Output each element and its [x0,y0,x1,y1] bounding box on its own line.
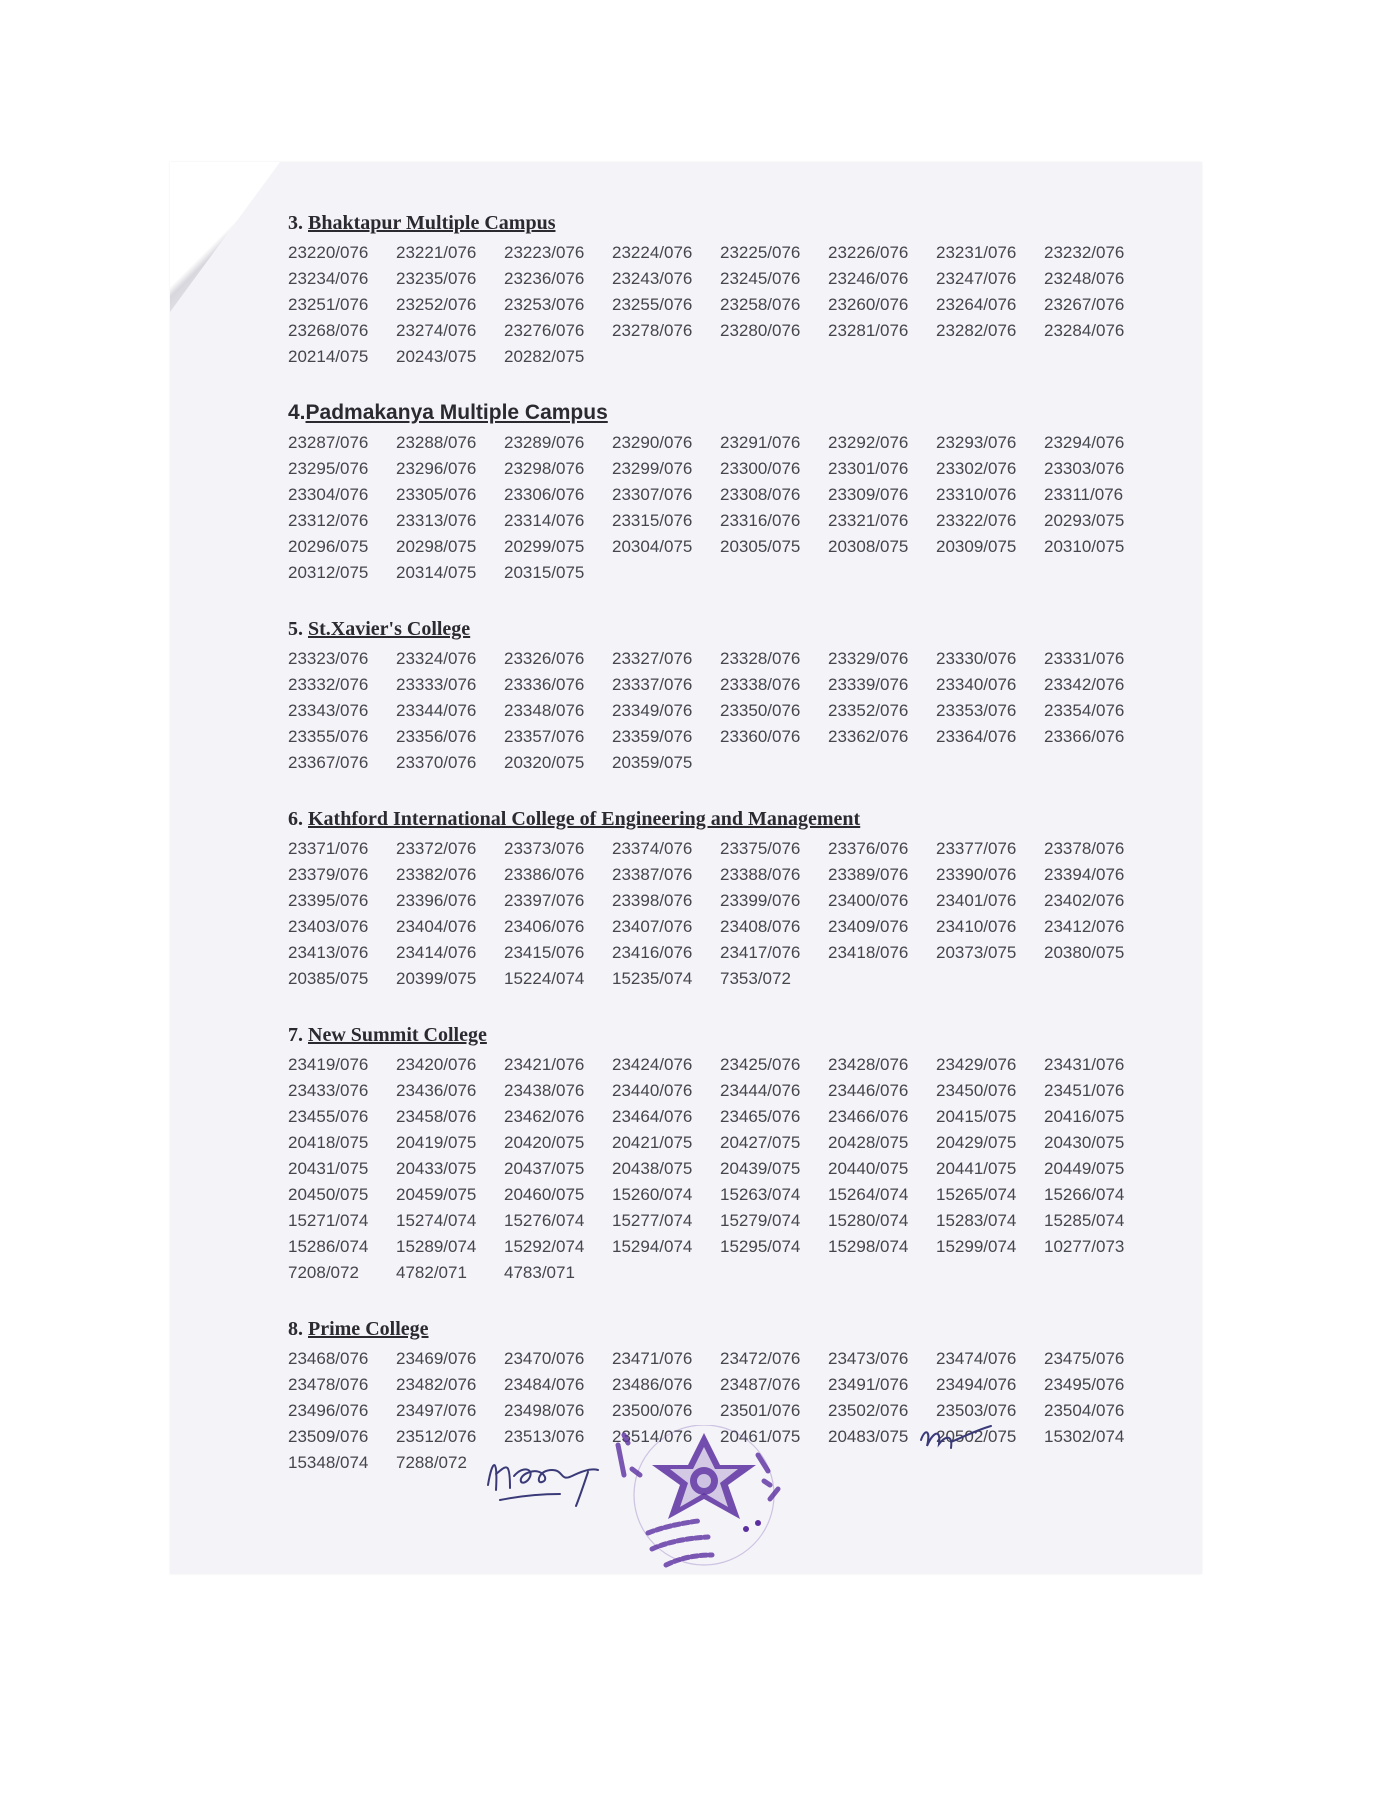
registration-number: 23440/076 [612,1081,693,1100]
registration-number: 20483/075 [828,1427,909,1446]
registration-number: 23375/076 [720,839,801,858]
registration-number: 20310/075 [1044,537,1125,556]
registration-number: 23419/076 [288,1055,369,1074]
registration-number: 23337/076 [612,675,693,694]
registration-number: 23348/076 [504,701,585,720]
registration-number: 23444/076 [720,1081,801,1100]
registration-number: 15298/074 [828,1237,909,1256]
registration-number: 7288/072 [396,1453,467,1472]
registration-number: 23247/076 [936,269,1017,288]
registration-number: 23433/076 [288,1081,369,1100]
section-heading [288,806,1168,832]
registration-number: 23424/076 [612,1055,693,1074]
registration-number: 23491/076 [828,1375,909,1394]
registration-number: 23370/076 [396,753,477,772]
registration-number: 23450/076 [936,1081,1017,1100]
registration-number: 15274/074 [396,1211,477,1230]
registration-number: 23504/076 [1044,1401,1125,1420]
registration-number: 20298/075 [396,537,477,556]
registration-number: 23276/076 [504,321,585,340]
registration-number: 23390/076 [936,865,1017,884]
registration-number: 23305/076 [396,485,477,504]
registration-number: 23396/076 [396,891,477,910]
registration-number: 23395/076 [288,891,369,910]
signature-left [480,1440,620,1510]
registration-number: 15266/074 [1044,1185,1125,1204]
registration-number: 20433/075 [396,1159,477,1178]
signature-right [915,1418,995,1463]
registration-number: 23331/076 [1044,649,1125,668]
registration-number: 23359/076 [612,727,693,746]
registration-number: 23336/076 [504,675,585,694]
registration-number: 23267/076 [1044,295,1125,314]
registration-number-grid [288,646,1168,776]
registration-number: 23417/076 [720,943,801,962]
registration-number: 23282/076 [936,321,1017,340]
college-section [288,1022,1168,1286]
registration-number: 23224/076 [612,243,693,262]
registration-number: 23295/076 [288,459,369,478]
registration-number: 23403/076 [288,917,369,936]
registration-number: 23406/076 [504,917,585,936]
registration-number: 23497/076 [396,1401,477,1420]
registration-number: 23231/076 [936,243,1017,262]
registration-number: 23397/076 [504,891,585,910]
registration-number: 23333/076 [396,675,477,694]
registration-number: 23223/076 [504,243,585,262]
registration-number: 20427/075 [720,1133,801,1152]
registration-number: 23293/076 [936,433,1017,452]
registration-number: 23372/076 [396,839,477,858]
registration-number: 23415/076 [504,943,585,962]
registration-number: 23232/076 [1044,243,1125,262]
registration-number: 20441/075 [936,1159,1017,1178]
registration-number: 20418/075 [288,1133,369,1152]
registration-number: 20309/075 [936,537,1017,556]
registration-number: 15294/074 [612,1237,693,1256]
registration-number: 23408/076 [720,917,801,936]
registration-number: 23342/076 [1044,675,1125,694]
section-number: 6. [288,808,303,830]
registration-number: 20304/075 [612,537,693,556]
registration-number: 23455/076 [288,1107,369,1126]
registration-number: 23356/076 [396,727,477,746]
registration-number: 23268/076 [288,321,369,340]
registration-number: 20359/075 [612,753,693,772]
section-heading [288,1022,1168,1048]
registration-number: 20282/075 [504,347,585,366]
registration-number: 23468/076 [288,1349,369,1368]
registration-number: 23400/076 [828,891,909,910]
registration-number: 23327/076 [612,649,693,668]
registration-number: 23253/076 [504,295,585,314]
registration-number: 23512/076 [396,1427,477,1446]
registration-number: 23373/076 [504,839,585,858]
registration-number: 20440/075 [828,1159,909,1178]
registration-number: 23246/076 [828,269,909,288]
section-number: 7. [288,1024,303,1046]
registration-number: 23329/076 [828,649,909,668]
registration-number: 23324/076 [396,649,477,668]
registration-number: 20399/075 [396,969,477,988]
registration-number: 23421/076 [504,1055,585,1074]
registration-number: 23502/076 [828,1401,909,1420]
registration-number: 23344/076 [396,701,477,720]
registration-number: 23234/076 [288,269,369,288]
registration-number: 15302/074 [1044,1427,1125,1446]
registration-number: 20385/075 [288,969,369,988]
registration-number: 23236/076 [504,269,585,288]
registration-number: 23413/076 [288,943,369,962]
section-heading [288,1316,1168,1342]
registration-number: 23281/076 [828,321,909,340]
section-heading [288,210,1168,236]
registration-number: 15285/074 [1044,1211,1125,1230]
registration-number: 23420/076 [396,1055,477,1074]
registration-number: 23291/076 [720,433,801,452]
registration-number: 20314/075 [396,563,477,582]
registration-number: 23410/076 [936,917,1017,936]
college-name: Prime College [308,1318,429,1340]
section-number: 4. [288,401,306,424]
registration-number: 23287/076 [288,433,369,452]
section-heading [288,616,1168,642]
registration-number: 23339/076 [828,675,909,694]
registration-number: 20214/075 [288,347,369,366]
registration-number-grid [288,836,1168,992]
registration-number: 23388/076 [720,865,801,884]
registration-number: 23418/076 [828,943,909,962]
registration-number: 23379/076 [288,865,369,884]
registration-number: 23326/076 [504,649,585,668]
registration-number: 15348/074 [288,1453,369,1472]
registration-number: 15271/074 [288,1211,369,1230]
registration-number: 23466/076 [828,1107,909,1126]
registration-number: 23487/076 [720,1375,801,1394]
registration-number: 23312/076 [288,511,369,530]
registration-number: 7208/072 [288,1263,359,1282]
registration-number: 23470/076 [504,1349,585,1368]
registration-number: 23429/076 [936,1055,1017,1074]
registration-number: 23355/076 [288,727,369,746]
registration-number: 20312/075 [288,563,369,582]
registration-number: 23299/076 [612,459,693,478]
registration-number: 15276/074 [504,1211,585,1230]
registration-number: 23387/076 [612,865,693,884]
registration-number: 23500/076 [612,1401,693,1420]
registration-number: 23407/076 [612,917,693,936]
registration-number: 15292/074 [504,1237,585,1256]
registration-number: 23402/076 [1044,891,1125,910]
section-number: 3. [288,212,303,234]
registration-number: 4782/071 [396,1263,467,1282]
registration-number: 23382/076 [396,865,477,884]
registration-number: 23428/076 [828,1055,909,1074]
registration-number: 7353/072 [720,969,791,988]
registration-number: 23278/076 [612,321,693,340]
registration-number: 23503/076 [936,1401,1017,1420]
registration-number: 23300/076 [720,459,801,478]
registration-number: 23484/076 [504,1375,585,1394]
registration-number: 23301/076 [828,459,909,478]
registration-number: 23352/076 [828,701,909,720]
registration-number: 20315/075 [504,563,585,582]
registration-number: 23225/076 [720,243,801,262]
section-heading [288,400,1168,426]
registration-number: 23328/076 [720,649,801,668]
registration-number: 15289/074 [396,1237,477,1256]
registration-number: 23401/076 [936,891,1017,910]
registration-number: 23274/076 [396,321,477,340]
registration-number: 20428/075 [828,1133,909,1152]
college-name: Kathford International College of Engineering and Management [308,808,861,830]
registration-number-grid [288,430,1168,586]
registration-number: 20420/075 [504,1133,585,1152]
registration-number: 20299/075 [504,537,585,556]
registration-number: 23416/076 [612,943,693,962]
registration-number: 23458/076 [396,1107,477,1126]
registration-number: 20429/075 [936,1133,1017,1152]
registration-number: 23446/076 [828,1081,909,1100]
registration-number: 23364/076 [936,727,1017,746]
registration-number: 23376/076 [828,839,909,858]
registration-number: 23258/076 [720,295,801,314]
registration-number: 23475/076 [1044,1349,1125,1368]
registration-number: 15299/074 [936,1237,1017,1256]
registration-number: 23469/076 [396,1349,477,1368]
registration-number: 10277/073 [1044,1237,1125,1256]
registration-number: 23294/076 [1044,433,1125,452]
registration-number: 23226/076 [828,243,909,262]
registration-number: 23357/076 [504,727,585,746]
registration-number: 23378/076 [1044,839,1125,858]
registration-number: 23501/076 [720,1401,801,1420]
registration-number-grid [288,240,1168,370]
registration-number: 23367/076 [288,753,369,772]
registration-number: 23323/076 [288,649,369,668]
registration-number: 23513/076 [504,1427,585,1446]
registration-list [288,210,1168,1506]
college-name: New Summit College [308,1024,487,1046]
registration-number: 23290/076 [612,433,693,452]
registration-number: 23288/076 [396,433,477,452]
college-name: Bhaktapur Multiple Campus [308,212,556,234]
registration-number: 15263/074 [720,1185,801,1204]
registration-number: 23398/076 [612,891,693,910]
registration-number: 20243/075 [396,347,477,366]
registration-number: 23412/076 [1044,917,1125,936]
registration-number: 20380/075 [1044,943,1125,962]
registration-number: 20450/075 [288,1185,369,1204]
registration-number: 23472/076 [720,1349,801,1368]
registration-number: 23292/076 [828,433,909,452]
registration-number: 23251/076 [288,295,369,314]
registration-number: 20438/075 [612,1159,693,1178]
registration-number: 23514/076 [612,1427,693,1446]
registration-number: 15260/074 [612,1185,693,1204]
registration-number: 15264/074 [828,1185,909,1204]
registration-number: 20459/075 [396,1185,477,1204]
registration-number: 20437/075 [504,1159,585,1178]
official-seal [608,1425,808,1590]
registration-number: 20416/075 [1044,1107,1125,1126]
registration-number: 23332/076 [288,675,369,694]
registration-number: 20320/075 [504,753,585,772]
registration-number: 15235/074 [612,969,693,988]
registration-number: 23340/076 [936,675,1017,694]
registration-number: 23360/076 [720,727,801,746]
registration-number: 23496/076 [288,1401,369,1420]
registration-number: 4783/071 [504,1263,575,1282]
registration-number: 23404/076 [396,917,477,936]
registration-number: 23306/076 [504,485,585,504]
registration-number: 23354/076 [1044,701,1125,720]
registration-number: 23245/076 [720,269,801,288]
registration-number: 23462/076 [504,1107,585,1126]
registration-number: 23509/076 [288,1427,369,1446]
registration-number: 23255/076 [612,295,693,314]
registration-number: 23482/076 [396,1375,477,1394]
registration-number: 20373/075 [936,943,1017,962]
registration-number: 20449/075 [1044,1159,1125,1178]
registration-number: 20439/075 [720,1159,801,1178]
registration-number: 23377/076 [936,839,1017,858]
registration-number: 23235/076 [396,269,477,288]
registration-number: 23314/076 [504,511,585,530]
registration-number: 20421/075 [612,1133,693,1152]
registration-number: 23451/076 [1044,1081,1125,1100]
registration-number: 23316/076 [720,511,801,530]
college-section [288,616,1168,776]
registration-number: 23464/076 [612,1107,693,1126]
registration-number: 15280/074 [828,1211,909,1230]
registration-number: 23374/076 [612,839,693,858]
registration-number: 23394/076 [1044,865,1125,884]
registration-number: 23322/076 [936,511,1017,530]
registration-number: 15295/074 [720,1237,801,1256]
registration-number: 20461/075 [720,1427,801,1446]
registration-number: 15224/074 [504,969,585,988]
registration-number: 23309/076 [828,485,909,504]
registration-number: 23471/076 [612,1349,693,1368]
registration-number: 23389/076 [828,865,909,884]
registration-number: 15286/074 [288,1237,369,1256]
registration-number: 23296/076 [396,459,477,478]
registration-number: 23465/076 [720,1107,801,1126]
registration-number: 23414/076 [396,943,477,962]
registration-number: 15283/074 [936,1211,1017,1230]
registration-number: 23302/076 [936,459,1017,478]
registration-number: 20308/075 [828,537,909,556]
registration-number: 23362/076 [828,727,909,746]
registration-number: 23495/076 [1044,1375,1125,1394]
college-section [288,210,1168,370]
registration-number: 23343/076 [288,701,369,720]
registration-number: 23313/076 [396,511,477,530]
registration-number: 23386/076 [504,865,585,884]
registration-number: 20431/075 [288,1159,369,1178]
registration-number: 23307/076 [612,485,693,504]
registration-number: 15265/074 [936,1185,1017,1204]
registration-number: 20460/075 [504,1185,585,1204]
registration-number: 23308/076 [720,485,801,504]
registration-number: 20293/075 [1044,511,1125,530]
registration-number: 23310/076 [936,485,1017,504]
college-name: St.Xavier's College [308,618,471,640]
registration-number: 23315/076 [612,511,693,530]
registration-number: 23338/076 [720,675,801,694]
registration-number: 23303/076 [1044,459,1125,478]
registration-number: 23304/076 [288,485,369,504]
registration-number: 20296/075 [288,537,369,556]
registration-number: 23409/076 [828,917,909,936]
registration-number: 20305/075 [720,537,801,556]
registration-number: 23252/076 [396,295,477,314]
registration-number: 23248/076 [1044,269,1125,288]
college-section [288,806,1168,992]
registration-number: 23425/076 [720,1055,801,1074]
registration-number: 23474/076 [936,1349,1017,1368]
registration-number: 20502/075 [936,1427,1017,1446]
registration-number: 23221/076 [396,243,477,262]
registration-number: 23243/076 [612,269,693,288]
registration-number: 23280/076 [720,321,801,340]
registration-number: 23260/076 [828,295,909,314]
registration-number: 23321/076 [828,511,909,530]
section-number: 5. [288,618,303,640]
registration-number: 23353/076 [936,701,1017,720]
registration-number: 23264/076 [936,295,1017,314]
registration-number: 23366/076 [1044,727,1125,746]
registration-number: 23349/076 [612,701,693,720]
registration-number: 23289/076 [504,433,585,452]
registration-number: 20415/075 [936,1107,1017,1126]
registration-number: 23298/076 [504,459,585,478]
registration-number: 23436/076 [396,1081,477,1100]
registration-number: 23478/076 [288,1375,369,1394]
registration-number: 23438/076 [504,1081,585,1100]
registration-number: 23431/076 [1044,1055,1125,1074]
college-name: Padmakanya Multiple Campus [305,401,608,424]
registration-number: 15279/074 [720,1211,801,1230]
registration-number: 20419/075 [396,1133,477,1152]
registration-number: 23220/076 [288,243,369,262]
registration-number-grid [288,1052,1168,1286]
registration-number: 23494/076 [936,1375,1017,1394]
registration-number: 20430/075 [1044,1133,1125,1152]
registration-number: 15277/074 [612,1211,693,1230]
registration-number: 23284/076 [1044,321,1125,340]
registration-number: 23371/076 [288,839,369,858]
college-section [288,400,1168,586]
registration-number: 23330/076 [936,649,1017,668]
section-number: 8. [288,1318,303,1340]
registration-number: 23473/076 [828,1349,909,1368]
registration-number: 23311/076 [1044,485,1124,504]
registration-number: 23399/076 [720,891,801,910]
registration-number: 23498/076 [504,1401,585,1420]
registration-number: 23350/076 [720,701,801,720]
registration-number: 23486/076 [612,1375,693,1394]
